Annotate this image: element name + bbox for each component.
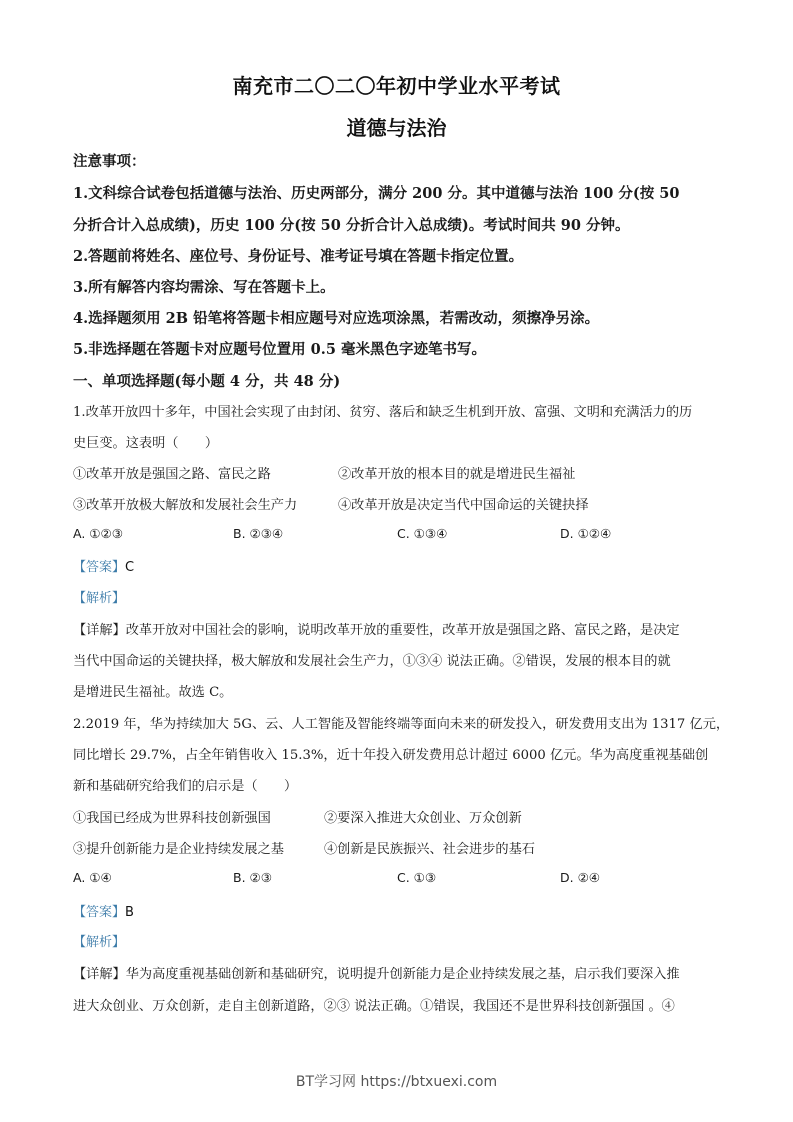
notice-item-1b: 分折合计入总成绩)，历史 100 分(按 50 分折合计入总成绩)。考试时间共 90 分钟。: [73, 217, 630, 234]
option-a: A. ①④: [73, 870, 112, 885]
option-b: B. ②③: [233, 870, 272, 885]
option-c: C. ①③: [397, 870, 437, 885]
detail-line: 当代中国命运的关键抉择，极大解放和发展社会生产力，①③④ 说法正确。②错误，发展的根本目的就: [73, 654, 671, 669]
answer-line: [73, 556, 134, 575]
footer-watermark: BT学习网 https://btxuexi.com: [295, 1074, 498, 1090]
detail-line: 【详解】改革开放对中国社会的影响，说明改革开放的重要性，改革开放是强国之路、富民之路，是决定: [73, 623, 680, 638]
option-c: C. ①③④: [397, 526, 448, 541]
option-d: D. ①②④: [560, 526, 612, 541]
notice-item-5: 5.非选择题在答题卡对应题号位置用 0.5 毫米黑色字迹笔书写。: [73, 341, 486, 358]
notice-item-1a: 1.文科综合试卷包括道德与法治、历史两部分，满分 200 分。其中道德与法治 100 分(按 50: [73, 185, 680, 202]
answer-value: C: [125, 560, 135, 575]
question-stem: 2.2019 年，华为持续加大 5G、云、人工智能及智能终端等面向未来的研发投入，研发费用支出为 1317 亿元，: [73, 717, 730, 732]
option-a: A. ①②③: [73, 526, 123, 541]
notice-heading: 注意事项：: [73, 153, 146, 170]
option-b: B. ②③④: [233, 526, 284, 541]
analysis-label: 【解析】: [73, 591, 126, 606]
statement-2: ②改革开放的根本目的就是增进民生福祉: [338, 467, 576, 482]
answer-label: 【答案】: [73, 560, 126, 575]
statement-4: ④改革开放是决定当代中国命运的关键抉择: [338, 498, 589, 513]
option-d: D. ②④: [560, 870, 600, 885]
statement-4: ④创新是民族振兴、社会进步的基石: [324, 842, 535, 857]
notice-item-2: 2.答题前将姓名、座位号、身份证号、准考证号填在答题卡指定位置。: [73, 248, 524, 265]
question-stem: 史巨变。这表明（ ）: [73, 436, 219, 451]
exam-title: 南充市二〇二〇年初中学业水平考试: [232, 74, 561, 98]
notice-item-4: 4.选择题须用 2B 铅笔将答题卡相应题号对应选项涂黑，若需改动，须擦净另涂。: [73, 310, 600, 327]
exam-subject: 道德与法治: [346, 116, 447, 140]
statement-1: ①改革开放是强国之路、富民之路: [73, 467, 271, 482]
statement-3: ③改革开放极大解放和发展社会生产力: [73, 498, 298, 513]
detail-line: 【详解】华为高度重视基础创新和基础研究，说明提升创新能力是企业持续发展之基，启示我们要深入推: [73, 967, 680, 982]
question-stem: 新和基础研究给我们的启示是（ ）: [73, 779, 298, 794]
answer-label: 【答案】: [73, 905, 126, 920]
statement-2: ②要深入推进大众创业、万众创新: [324, 811, 522, 826]
statement-3: ③提升创新能力是企业持续发展之基: [73, 842, 284, 857]
section-heading: 一、单项选择题(每小题 4 分，共 48 分): [73, 373, 341, 390]
answer-value: B: [125, 905, 134, 920]
statement-1: ①我国已经成为世界科技创新强国: [73, 811, 271, 826]
question-stem: 1.改革开放四十多年，中国社会实现了由封闭、贫穷、落后和缺乏生机到开放、富强、文明和充满活力的历: [73, 405, 693, 420]
question-stem: 同比增长 29.7%，占全年销售收入 15.3%，近十年投入研发费用总计超过 6000 亿元。华为高度重视基础创: [73, 748, 709, 763]
detail-line: 是增进民生福祉。故选 C。: [73, 685, 233, 700]
analysis-label: 【解析】: [73, 935, 126, 950]
detail-line: 进大众创业、万众创新，走自主创新道路，②③ 说法正确。①错误，我国还不是世界科技创新强国 。④: [73, 999, 675, 1014]
answer-line: [73, 901, 134, 920]
notice-item-3: 3.所有解答内容均需涂、写在答题卡上。: [73, 279, 335, 296]
